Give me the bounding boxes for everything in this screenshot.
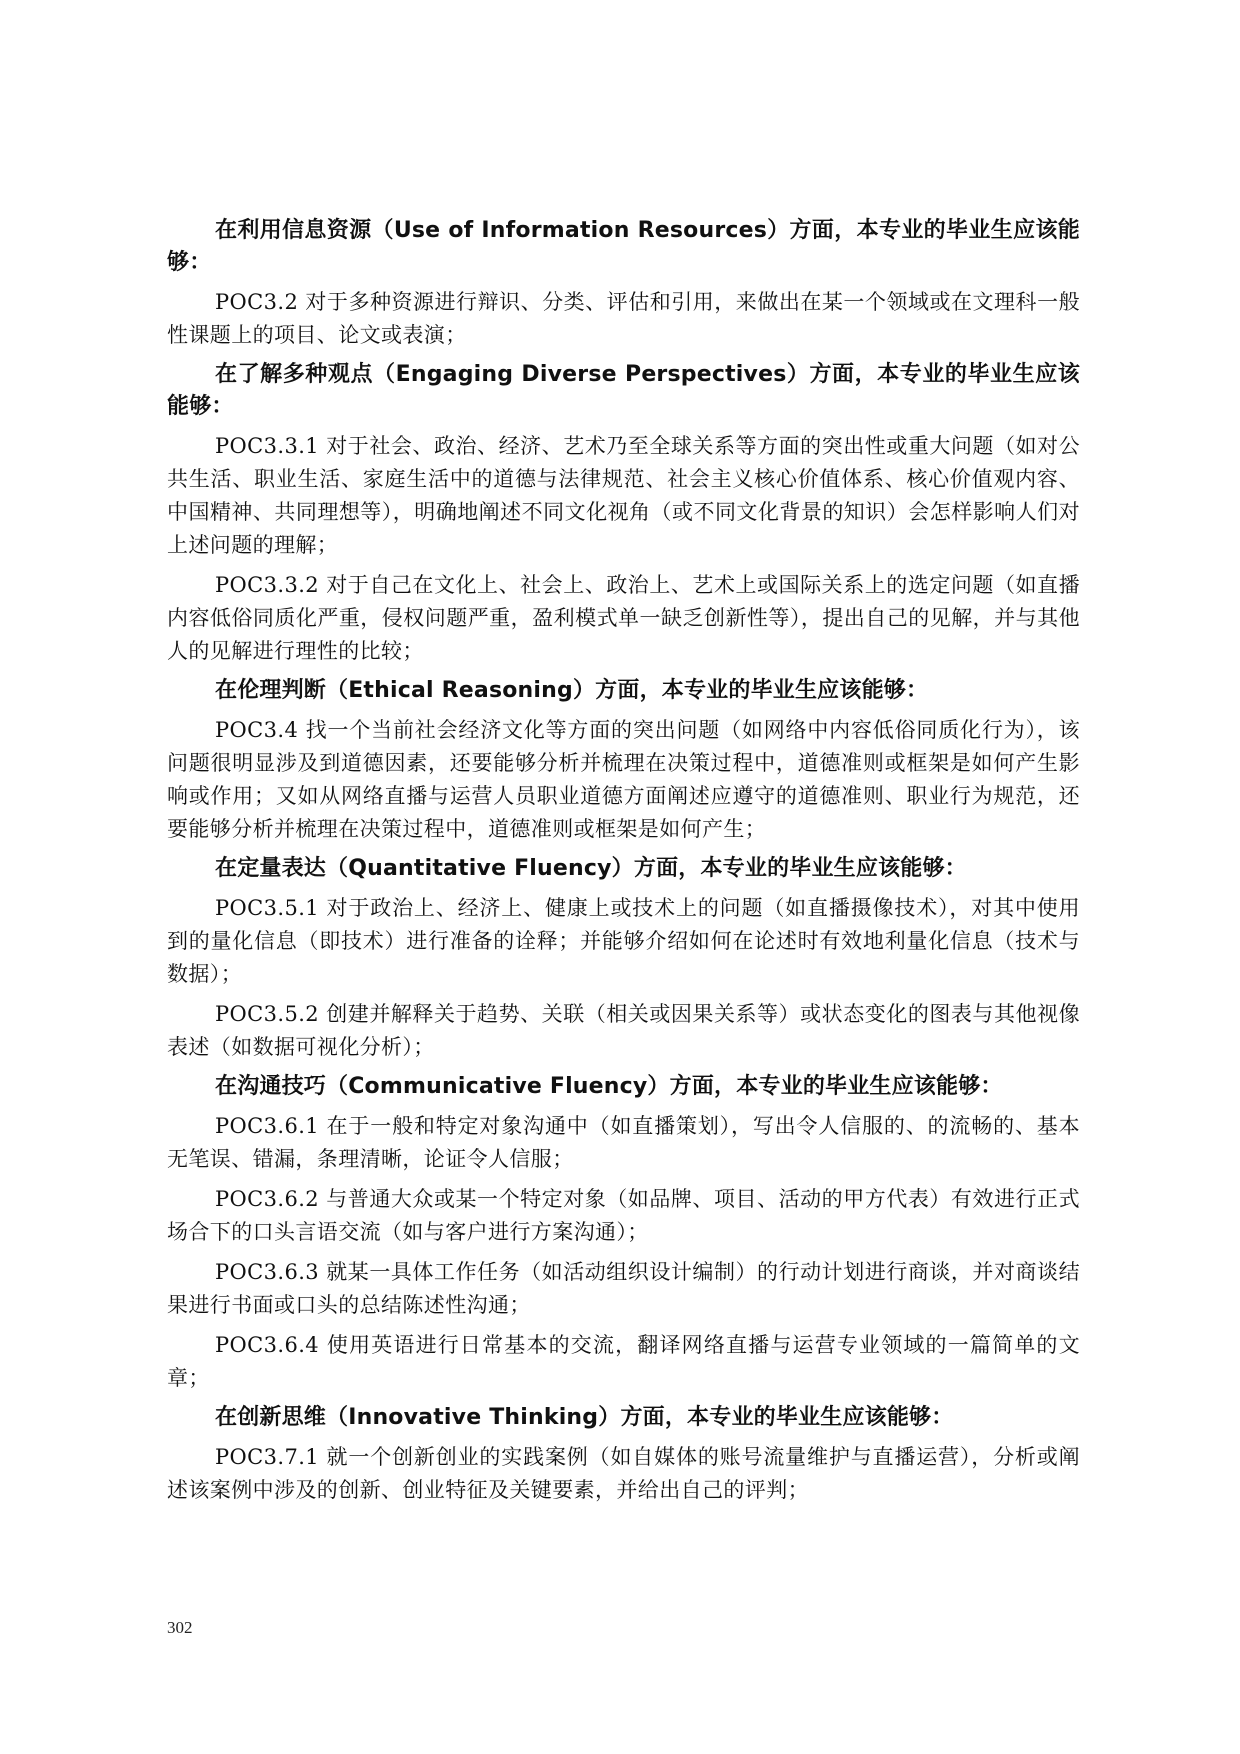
paragraph-poc3-3-2: POC3.3.2 对于自己在文化上、社会上、政治上、艺术上或国际关系上的选定问题（如直播内容低俗同质化严重，侵权问题严重，盈利模式单一缺乏创新性等），提出自己的见解，并与其他人的见解进行理性的比较； — [167, 573, 1080, 663]
paragraph-poc3-4: POC3.4 找一个当前社会经济文化等方面的突出问题（如网络中内容低俗同质化行为），该问题很明显涉及到道德因素，还要能够分析并梳理在决策过程中，道德准则或框架是如何产生影响或作用；又如从网络直播与运营人员职业道德方面阐述应遵守的道德准则、职业行为规范，还要能够分析并梳理在决策过程中，道德准则或框架是如何产生； — [167, 718, 1080, 841]
section-communicative-fluency — [167, 1071, 1080, 1395]
section-diverse-perspectives — [167, 359, 1080, 668]
paragraph-poc3-6-1: POC3.6.1 在于一般和特定对象沟通中（如直播策划），写出令人信服的、的流畅的、基本无笔误、错漏，条理清晰，论证令人信服； — [167, 1114, 1080, 1171]
paragraph-poc3-5-2: POC3.5.2 创建并解释关于趋势、关联（相关或因果关系等）或状态变化的图表与其他视像表述（如数据可视化分析）； — [167, 1002, 1080, 1059]
paragraph-poc3-3-1: POC3.3.1 对于社会、政治、经济、艺术乃至全球关系等方面的突出性或重大问题（如对公共生活、职业生活、家庭生活中的道德与法律规范、社会主义核心价值体系、核心价值观内容、中国精神、共同理想等），明确地阐述不同文化视角（或不同文化背景的知识）会怎样影响人们对上述问题的理解； — [167, 434, 1080, 557]
section-ethical-reasoning — [167, 675, 1080, 846]
section-quantitative-fluency — [167, 853, 1080, 1064]
paragraph-poc3-7-1: POC3.7.1 就一个创新创业的实践案例（如自媒体的账号流量维护与直播运营），分析或阐述该案例中涉及的创新、创业特征及关键要素，并给出自己的评判； — [167, 1445, 1080, 1502]
section-information-resources — [167, 215, 1080, 352]
section-heading: 在定量表达（Quantitative Fluency）方面，本专业的毕业生应该能够： — [215, 856, 967, 881]
section-heading: 在沟通技巧（Communicative Fluency）方面，本专业的毕业生应该能够： — [215, 1074, 1003, 1099]
section-innovative-thinking — [167, 1402, 1080, 1507]
paragraph-poc3-6-4: POC3.6.4 使用英语进行日常基本的交流，翻译网络直播与运营专业领域的一篇简单的文章； — [167, 1333, 1080, 1390]
section-heading: 在利用信息资源（Use of Information Resources）方面，本专业的毕业生应该能够： — [167, 218, 1080, 275]
document-body — [167, 215, 1080, 1514]
paragraph-poc3-2: POC3.2 对于多种资源进行辩识、分类、评估和引用，来做出在某一个领域或在文理科一般性课题上的项目、论文或表演； — [167, 290, 1080, 347]
section-heading: 在创新思维（Innovative Thinking）方面，本专业的毕业生应该能够： — [215, 1405, 954, 1430]
section-heading: 在伦理判断（Ethical Reasoning）方面，本专业的毕业生应该能够： — [215, 678, 929, 703]
section-heading: 在了解多种观点（Engaging Diverse Perspectives）方面，本专业的毕业生应该能够： — [167, 362, 1080, 419]
paragraph-poc3-5-1: POC3.5.1 对于政治上、经济上、健康上或技术上的问题（如直播摄像技术），对其中使用到的量化信息（即技术）进行准备的诠释；并能够介绍如何在论述时有效地利量化信息（技术与数据）； — [167, 896, 1080, 986]
page-number: 302 — [167, 1618, 193, 1637]
paragraph-poc3-6-3: POC3.6.3 就某一具体工作任务（如活动组织设计编制）的行动计划进行商谈，并对商谈结果进行书面或口头的总结陈述性沟通； — [167, 1260, 1080, 1317]
paragraph-poc3-6-2: POC3.6.2 与普通大众或某一个特定对象（如品牌、项目、活动的甲方代表）有效进行正式场合下的口头言语交流（如与客户进行方案沟通）； — [167, 1187, 1080, 1244]
